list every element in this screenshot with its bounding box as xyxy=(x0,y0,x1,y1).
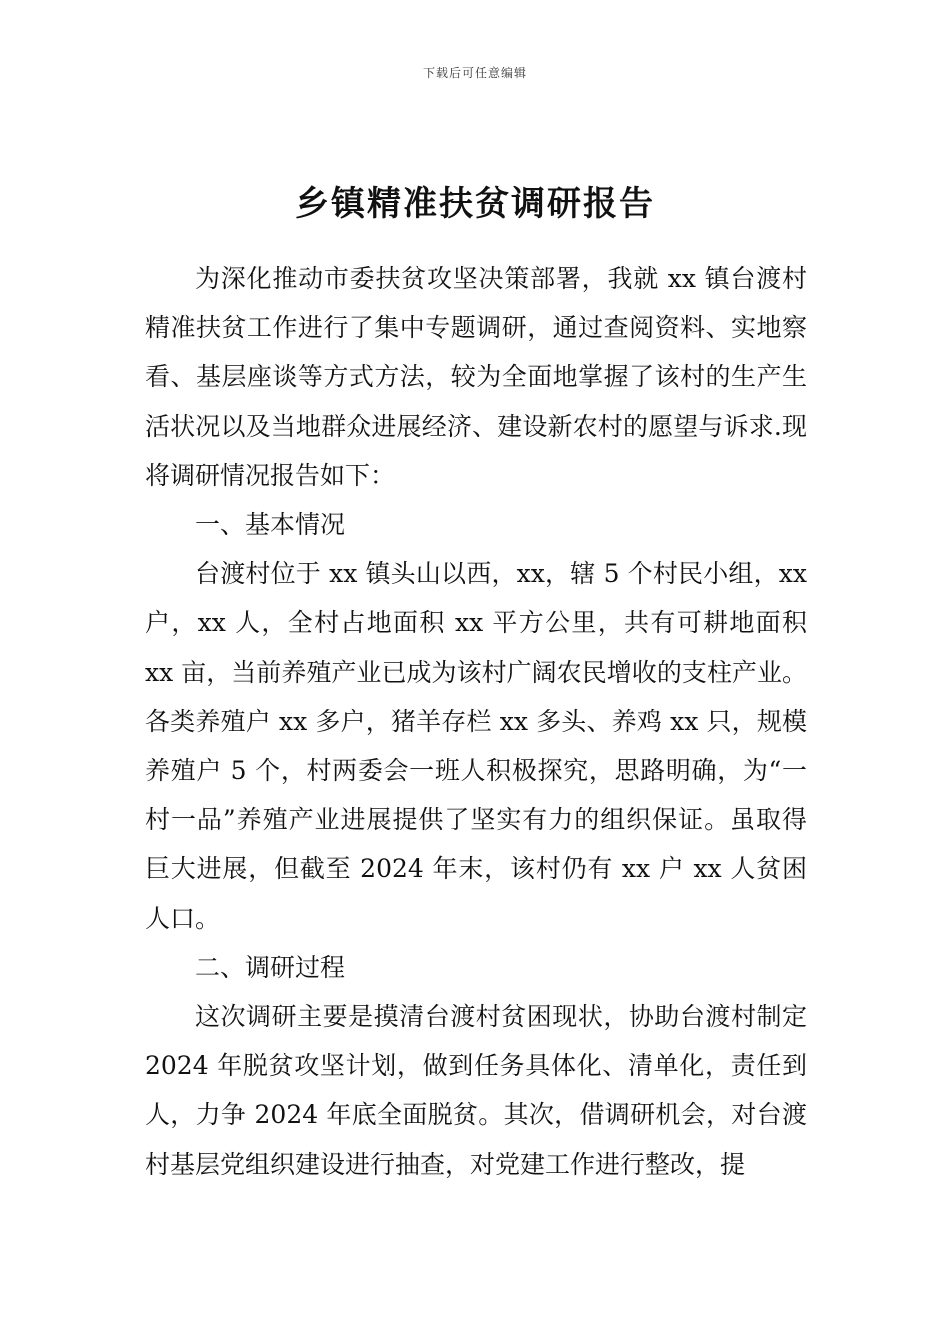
page-header-note: 下载后可任意编辑 xyxy=(422,66,527,80)
section-heading-research-process: 二、调研过程 xyxy=(195,952,346,982)
document-body xyxy=(145,254,807,1189)
basic-situation-paragraph: 台渡村位于 xx 镇头山以西，xx，辖 5 个村民小组，xx 户，xx 人，全村占地面积 xx 平方公里，共有可耕地面积 xx 亩，当前养殖产业已成为该村广阔农民增收的支柱产业。各类养殖户 xx 多户，猪羊存栏 xx 多头、养鸡 xx 只，规模养殖户 5 个，村两委会一班人积极探究，思路明确，为“一村一品”养殖产业进展提供了坚实有力的组织保证。虽取得巨大进展，但截至 2024 年末，该村仍有 xx 户 xx 人贫困人口。 xyxy=(145,559,807,933)
research-process-paragraph: 这次调研主要是摸清台渡村贫困现状，协助台渡村制定 2024 年脱贫攻坚计划，做到任务具体化、清单化，责任到人，力争 2024 年底全面脱贫。其次，借调研机会，对台渡村基层党组织建设进行抽查，对党建工作进行整改，提 xyxy=(145,1002,807,1179)
section-heading-basic-situation: 一、基本情况 xyxy=(195,510,346,540)
intro-paragraph: 为深化推动市委扶贫攻坚决策部署，我就 xx 镇台渡村精准扶贫工作进行了集中专题调研，通过查阅资料、实地察看、基层座谈等方式方法，较为全面地掌握了该村的生产生活状况以及当地群众进展经济、建设新农村的愿望与诉求.现将调研情况报告如下： xyxy=(145,264,807,490)
document-title: 乡镇精准扶贫调研报告 xyxy=(295,184,655,224)
